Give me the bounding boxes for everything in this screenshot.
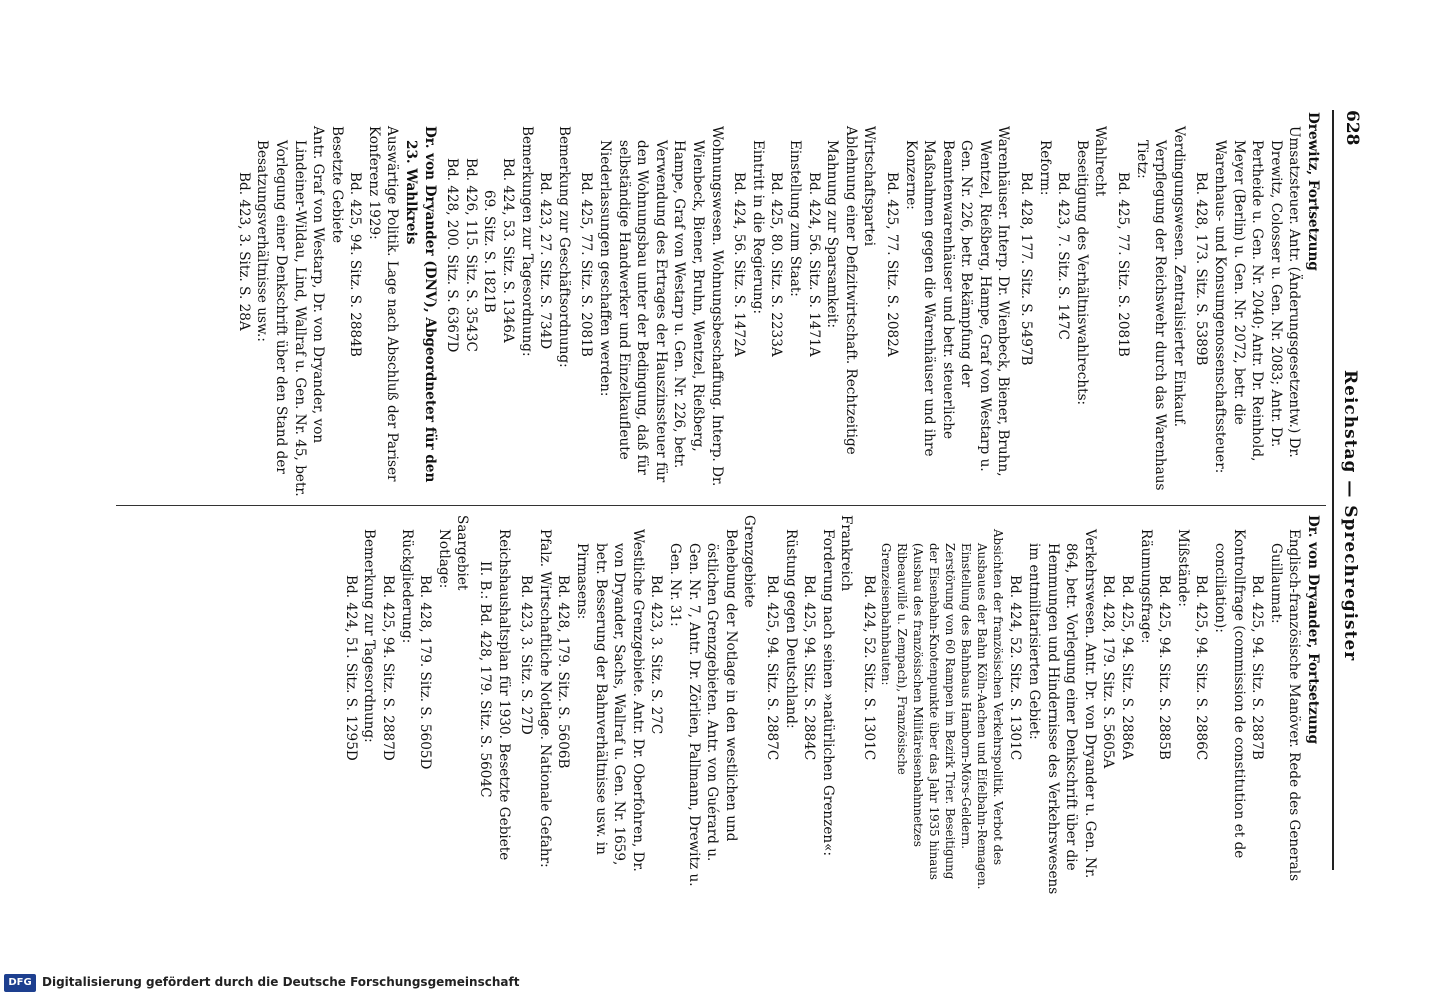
register-entry: Bd. 425, 94. Sitz. S. 2887C: [763, 575, 780, 761]
register-entry: Bd. 423, 3. Sitz. S. 27C: [648, 575, 665, 735]
register-entry: Bd. 424, 51. Sitz. S. 1295D: [342, 575, 359, 761]
register-entry: Bd. 425, 77. Sitz. S. 2081B: [1115, 172, 1132, 357]
register-entry: Bemerkung zur Tagesordnung:: [361, 529, 378, 743]
register-entry: Bd. 425, 94. Sitz. S. 2885B: [1156, 575, 1173, 760]
register-entry: Dr. von Dryander (DNV), Abgeordneter für den 23. Wahlkreis: [403, 126, 438, 483]
register-entry: Bd. 428, 200. Sitz. S. 6367D: [444, 158, 461, 353]
register-entry: Bd. 428, 177. Sitz. S. 5497B: [1018, 172, 1035, 366]
dfg-logo: DFG: [4, 974, 36, 992]
register-entry: Bd. 424, 52. Sitz. S. 1301C: [860, 575, 877, 761]
register-entry: Rüstung gegen Deutschland:: [782, 529, 799, 729]
register-entry: Bd. 425, 94. Sitz. S. 2887D: [380, 575, 397, 761]
register-entry: Antr. Graf von Westarp, Dr. von Dryander, von Lindeiner-Wildau, Lind, Wallraf u. Gen. Nr. 45, betr. Vorlegung einer Denkschrift über den Stand der Besatzungsverhältnisse usw.:: [254, 126, 327, 497]
register-entry: Bd. 425, 94. Sitz. S. 2887B: [1249, 575, 1266, 760]
register-entry: Bd. 428, 179. Sitz. S. 5605D: [417, 575, 434, 770]
register-entry: Bd. 425, 94. Sitz. S. 2886A: [1119, 575, 1136, 760]
register-entry: Auswärtige Politik. Lage nach Abschluß der Pariser Konferenz 1929:: [365, 126, 401, 482]
register-entry: Verkehrswesen. Antr. Dr. von Dryander u. Gen. Nr. 864, betr. Vorlegung einer Denkschrift über die Hemmungen und Hindernisse des Verkehrswesens im entmilitarisierten Gebiet:: [1026, 529, 1098, 895]
register-entry: Räumungsfrage:: [1137, 529, 1154, 644]
funding-credit-text: Digitalisierung gefördert durch die Deutsche Forschungsgemeinschaft: [42, 975, 520, 989]
register-entry: Warenhäuser. Interp. Dr. Wienbeck, Biener, Bruhn, Wentzel, Rießberg, Hampe, Graf von Westarp u. Gen. Nr. 226, betr. Bekämpfung der Beamtenwarenhäuser und betr. steuerliche Maßnahmen gegen die Warenhäuser und ihre Konzerne:: [902, 126, 1012, 477]
register-entry: Bd. 425, 94. Sitz. S. 2884C: [801, 575, 818, 761]
page-header: [1332, 110, 1364, 870]
register-entry: II. B.: Bd. 428, 179. Sitz. S. 5604C: [477, 561, 494, 798]
register-entry: Bd. 423, 3. Sitz. S. 27D: [518, 575, 535, 735]
register-entry: Grenzgebiete: [741, 515, 758, 608]
register-entry: Bd. 425, 94. Sitz. S. 2886C: [1193, 575, 1210, 761]
register-entry: Bd. 424, 52. Sitz. S. 1301C: [1007, 575, 1024, 761]
left-column: [234, 112, 1322, 497]
register-entry: Bd. 424, 56. Sitz. S. 1471A: [805, 172, 822, 357]
register-entry: Bd. 425, 77. Sitz. S. 2082A: [883, 172, 900, 357]
register-entry: Rückgliederung:: [398, 529, 415, 644]
register-entry: Bd. 424, 56. Sitz. S. 1472A: [731, 172, 748, 357]
register-entry: Bd. 425, 77. Sitz. S. 2081B: [578, 172, 595, 357]
register-entry: Dr. von Dryander, Fortsetzung: [1305, 515, 1321, 745]
register-entry: Bd. 428, 179. Sitz. S. 5605A: [1100, 575, 1117, 769]
register-entry: Wahlrecht: [1092, 126, 1109, 197]
register-entry: Reichshaushaltsplan für 1930. Besetzte Gebiete: [495, 529, 512, 861]
register-entry: Westliche Grenzgebiete. Antr. Dr. Oberfohren, Dr. von Dryander, Sachs, Wallraf u. Gen. Nr. 1659, betr. Besserung der Bahnverhältnisse usw. in Pirmasens:: [574, 529, 646, 872]
register-entry: Bd. 424, 53. Sitz. S. 1346A: [500, 158, 517, 343]
register-entry: Bemerkung zur Geschäftsordnung:: [555, 126, 572, 368]
register-entry: Verdingungswesen. Zentralisierter Einkauf. Verpflegung der Reichswehr durch das Warenhaus Tietz:: [1133, 126, 1187, 491]
register-entry: Bd. 425, 80. Sitz. S. 2233A: [768, 172, 785, 357]
register-entry: Wohnungswesen. Wohnungsbeschaffung. Interp. Dr. Wienbeck, Biener, Bruhn, Wentzel, Rießberg, Hampe, Graf von Westarp u. Gen. Nr. 226, betr. Verwendung des Ertrages der Hauszinssteuer für den Wohnungsbau unter der Bedingung, daß für selbständige Handwerker und Einzelkaufleute Niederlassungen geschaffen werden:: [597, 126, 725, 487]
register-entry: Behebung der Notlage in den westlichen und östlichen Grenzgebieten. Antr. von Guérard u. Gen. Nr. 7, Antr. Dr. Zörlien, Pallmann, Drewitz u. Gen. Nr. 31:: [666, 529, 739, 887]
register-entry: 69. Sitz. S. 1821B: [481, 190, 498, 313]
register-entry: Wirtschaftspartei: [861, 126, 878, 247]
column-divider: [116, 505, 1326, 506]
register-entry: Mißstände:: [1174, 529, 1191, 607]
register-entry: Frankreich: [838, 515, 855, 592]
register-entry: Notlage:: [435, 529, 452, 589]
funding-credit: [4, 972, 984, 998]
register-entry: Englisch-französische Manöver. Rede des Generals Guillaumat:: [1267, 529, 1303, 882]
register-entry: Saargebiet: [454, 515, 471, 591]
register-entry: Drewitz, Fortsetzung: [1305, 112, 1321, 271]
register-entry: Pfalz. Wirtschaftliche Notlage. Nationale Gefahr:: [536, 529, 553, 868]
register-entry: Bd. 426, 115. Sitz. S. 3543C: [462, 158, 479, 352]
right-column: [341, 515, 1322, 897]
register-entry: Besetzte Gebiete: [328, 126, 345, 244]
register-entry: Bd. 423, 3. Sitz. S. 28A: [235, 172, 252, 331]
page-number: 628: [1342, 110, 1362, 146]
register-entry: Umsatzsteuer. Antr. (Änderungsgesetzentw.) Dr. Drewitz, Colosser u. Gen. Nr. 2083; Antr. Dr. Pertheide u. Gen. Nr. 2040; Antr. Dr. Reinhold, Meyer (Berlin) u. Gen. Nr. 2072, betr. die Warenhaus- und Konsumgenossenschaftssteuer:: [1212, 126, 1303, 474]
register-entry: Ablehnung einer Defizitwirtschaft. Rechtzeitige Mahnung zur Sparsamkeit:: [824, 126, 859, 455]
register-entry: Bd. 423, 27. Sitz. S. 734D: [537, 172, 554, 350]
register-entry: Bd. 425, 94. Sitz. S. 2884B: [347, 172, 364, 357]
register-entry: Kontrollfrage (commission de constitution et de conciliation):: [1212, 529, 1247, 859]
running-title: Reichstag — Sprechregister: [1340, 370, 1360, 662]
register-entry: Absichten der französischen Verkehrspolitik. Verbot des Ausbaues der Bahn Köln-Aachen und Eifelbahn-Remagen. Einstellung des Bahnbaus Hamborn-Mörs-Geldern. Zerstörung von 60 Rampen im Bezirk Trier. Beseitigung der Eisenbahn-Knotenpunkte über das Jahr 1935 hinaus (Ausbau des französischen Militäreisenbahnnetzes Ribeauvillé u. Zempach), Französische Grenzeisenbahnbauten:: [878, 529, 1005, 890]
register-entry: Reform:: [1036, 140, 1053, 196]
register-entry: Bemerkungen zur Tagesordnung:: [518, 126, 535, 357]
register-entry: Bd. 428, 173. Sitz. S. 5389B: [1193, 172, 1210, 366]
register-entry: Eintritt in die Regierung:: [749, 140, 766, 315]
register-entry: Bd. 423, 7. Sitz. S. 147C: [1055, 172, 1072, 340]
register-entry: Bd. 428, 179. Sitz. S. 5606B: [555, 575, 572, 769]
register-entry: Einstellung zum Staat:: [786, 140, 803, 297]
register-entry: Forderung nach seinen »natürlichen Grenzen«:: [819, 529, 836, 857]
register-entry: Beseitigung des Verhältniswahlrechts:: [1073, 140, 1090, 406]
